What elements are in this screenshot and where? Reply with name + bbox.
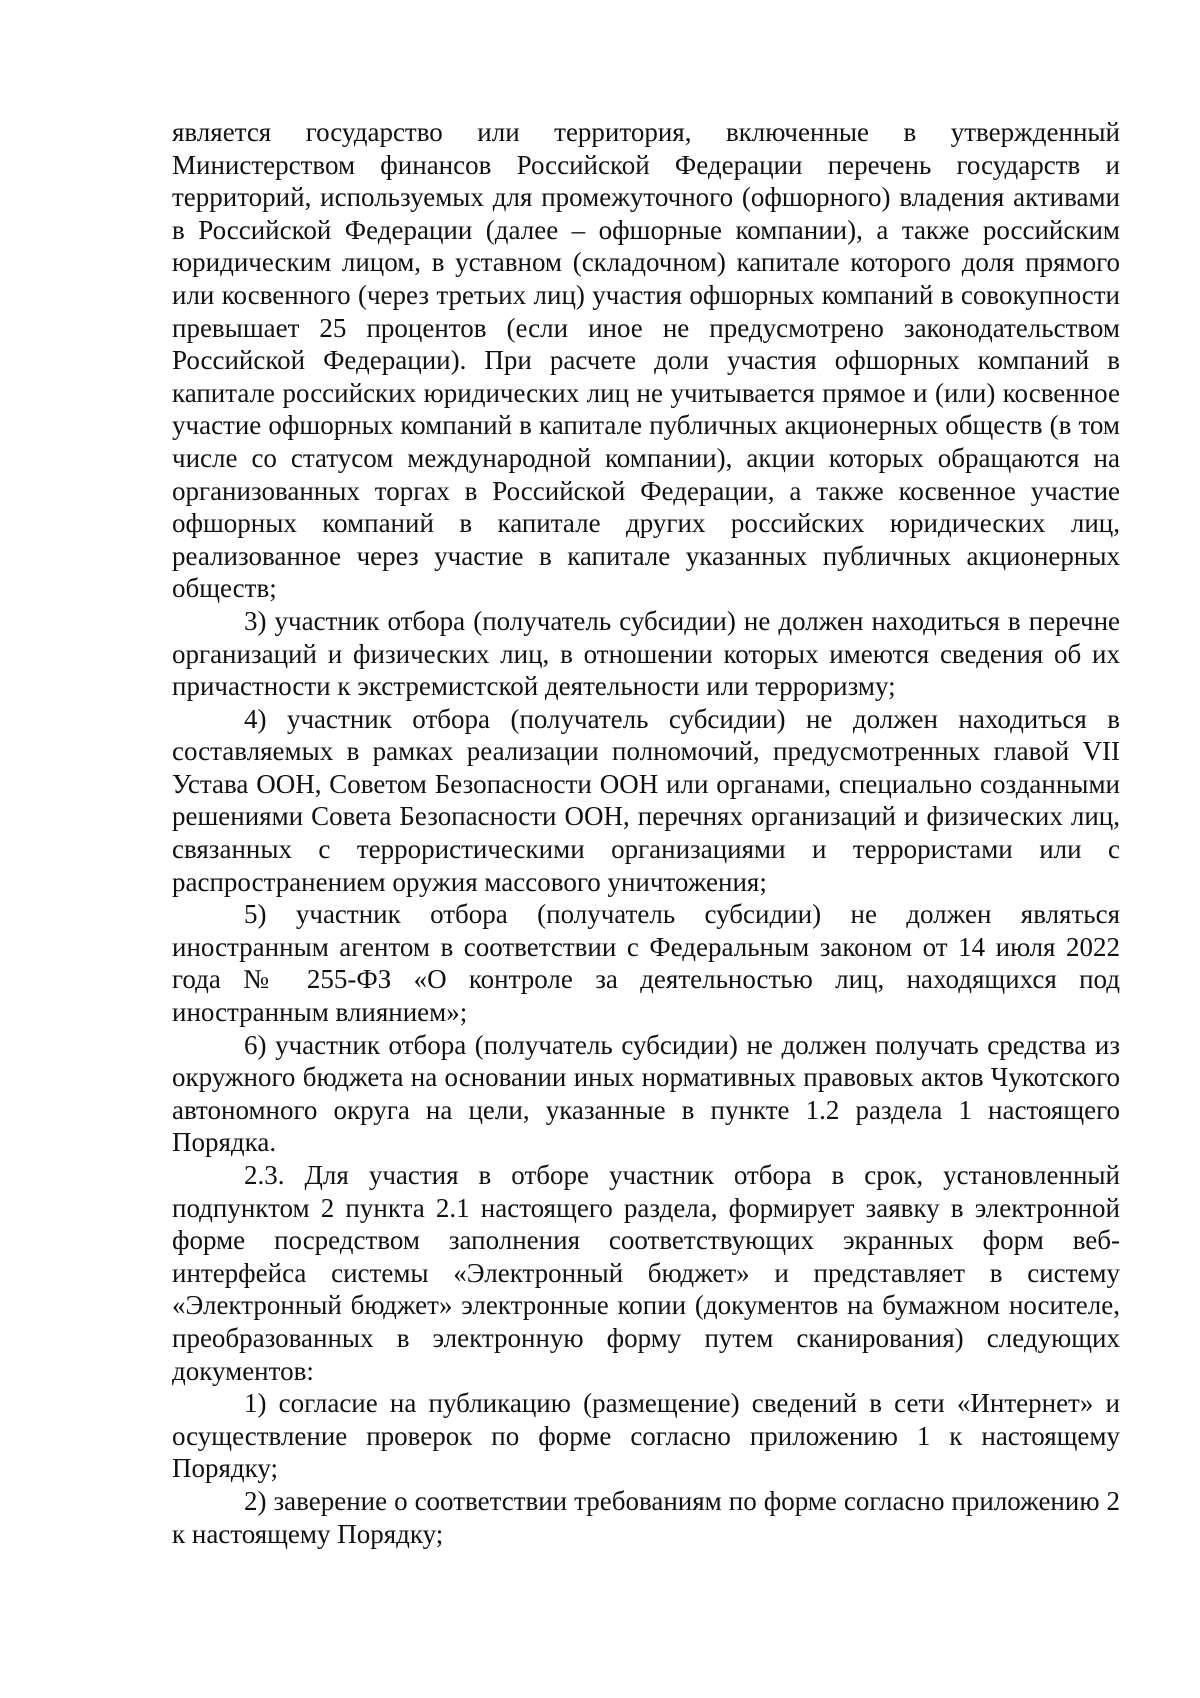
document-body [172, 116, 1120, 1550]
paragraph-document-1: 1) согласие на публикацию (размещение) сведений в сети «Интернет» и осуществление проверок по форме согласно приложению 1 к настоящему Порядку; [172, 1388, 1120, 1484]
paragraph-item-4: 4) участник отбора (получатель субсидии) не должен находиться в составляемых в рамках реализации полномочий, предусмотренных главой VII Устава ООН, Советом Безопасности ООН или органами, специально созданными решениями Совета Безопасности ООН, перечнях организаций и физических лиц, связанных с террористическими организациями и террористами или с распространением оружия массового уничтожения; [172, 703, 1120, 897]
paragraph-document-2: 2) заверение о соответствии требованиям по форме согласно приложению 2 к настоящему Порядку; [172, 1485, 1120, 1549]
paragraph-section-2-3: 2.3. Для участия в отборе участник отбора в срок, установленный подпунктом 2 пункта 2.1 настоящего раздела, формирует заявку в электронной форме посредством заполнения соответствующих экранных форм веб-интерфейса системы «Электронный бюджет» и представляет в систему «Электронный бюджет» электронные копии (документов на бумажном носителе, преобразованных в электронную форму путем сканирования) следующих документов: [172, 1160, 1120, 1386]
paragraph-item-3: 3) участник отбора (получатель субсидии) не должен находиться в перечне организаций и физических лиц, в отношении которых имеются сведения об их причастности к экстремистской деятельности или терроризму; [172, 605, 1120, 702]
paragraph-offshore-continuation: является государство или территория, включенные в утвержденный Министерством финансов Российской Федерации перечень государств и территорий, используемых для промежуточного (офшорного) владения активами в Российской Федерации (далее – офшорные компании), а также российским юридическим лицом, в уставном (складочном) капитале которого доля прямого или косвенного (через третьих лиц) участия офшорных компаний в совокупности превышает 25 процентов (если иное не предусмотрено законодательством Российской Федерации). При расчете доли участия офшорных компаний в капитале российских юридических лиц не учитывается прямое и (или) косвенное участие офшорных компаний в капитале публичных акционерных обществ (в том числе со статусом международной компании), акции которых обращаются на организованных торгах в Российской Федерации, а также косвенное участие офшорных компаний в капитале других российских юридических лиц, реализованное через участие в капитале указанных публичных акционерных обществ; [172, 117, 1120, 604]
paragraph-item-6: 6) участник отбора (получатель субсидии) не должен получать средства из окружного бюджета на основании иных нормативных правовых актов Чукотского автономного округа на цели, указанные в пункте 1.2 раздела 1 настоящего Порядка. [172, 1029, 1120, 1158]
paragraph-item-5: 5) участник отбора (получатель субсидии) не должен являться иностранным агентом в соответствии с Федеральным законом от 14 июля 2022 года № 255-ФЗ «О контроле за деятельностью лиц, находящихся под иностранным влиянием»; [172, 899, 1120, 1028]
